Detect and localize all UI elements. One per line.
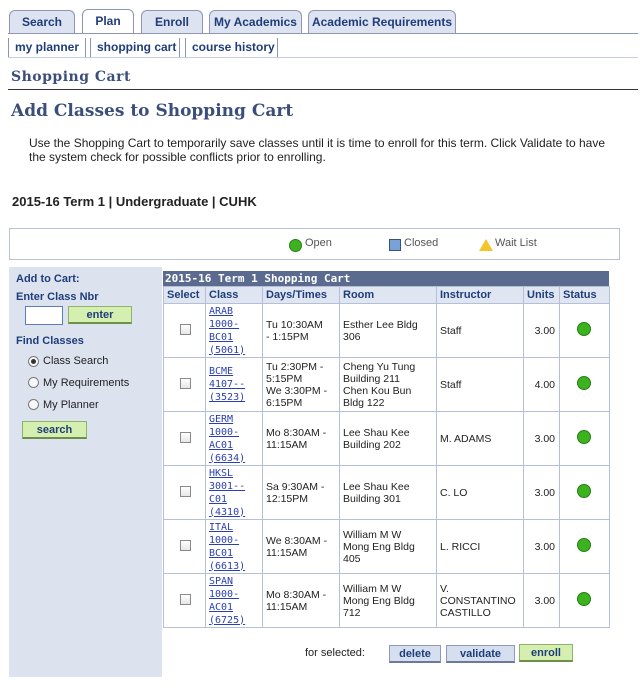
open-status-icon: [577, 376, 591, 390]
room-cell: Lee Shau Kee Building 202: [340, 412, 437, 466]
class-link[interactable]: SPAN 1000- AC01 (6725): [209, 575, 246, 626]
class-nbr-input[interactable]: [25, 306, 63, 325]
days-times-cell: Tu 10:30AM - 1:15PM: [263, 304, 340, 358]
table-row: [164, 412, 610, 466]
add-to-cart-heading: Add to Cart:: [16, 273, 80, 285]
open-status-icon: [577, 592, 591, 606]
class-link[interactable]: BCME 4107-- (3523): [209, 366, 246, 403]
column-header-select: Select: [164, 287, 206, 304]
enroll-button[interactable]: enroll: [519, 644, 573, 662]
select-checkbox[interactable]: [180, 594, 191, 605]
legend-open-label: Open: [305, 237, 332, 249]
my-planner-label: My Planner: [43, 399, 99, 411]
tab-divider: [8, 33, 638, 34]
class-link[interactable]: GERM 1000- AC01 (6634): [209, 413, 246, 464]
shopping-cart-table: [163, 271, 609, 628]
for-selected-label: for selected:: [305, 647, 365, 659]
title-divider: [8, 89, 638, 90]
legend-closed-label: Closed: [404, 237, 439, 249]
closed-status-icon: [389, 239, 401, 251]
days-times-cell: Sa 9:30AM - 12:15PM: [263, 466, 340, 520]
page-title: Shopping Cart: [11, 69, 131, 85]
select-checkbox[interactable]: [180, 324, 191, 335]
instructor-cell: M. ADAMS: [437, 412, 524, 466]
column-header-room: Room: [340, 287, 437, 304]
search-button[interactable]: search: [22, 421, 87, 439]
class-link[interactable]: ITAL 1000- BC01 (6613): [209, 521, 246, 572]
enter-button[interactable]: enter: [68, 306, 132, 324]
tab-my-academics[interactable]: My Academics: [209, 10, 302, 33]
days-times-cell: Mo 8:30AM - 11:15AM: [263, 574, 340, 628]
tab-search[interactable]: Search: [9, 10, 75, 33]
days-times-cell: Mo 8:30AM - 11:15AM: [263, 412, 340, 466]
units-cell: 3.00: [524, 574, 560, 628]
my-planner-radio[interactable]: [28, 399, 39, 410]
intro-text: Use the Shopping Cart to temporarily save classes until it is time to enroll for this term. Click Validate to have the system check for possible conflicts prior to enrolling.: [29, 136, 606, 164]
tab-plan[interactable]: Plan: [82, 9, 134, 34]
term-label: 2015-16 Term 1 | Undergraduate | CUHK: [12, 194, 257, 209]
column-header-status: Status: [560, 287, 610, 304]
room-cell: Cheng Yu Tung Building 211 Chen Kou Bun Bldg 122: [340, 358, 437, 412]
class-search-label: Class Search: [43, 355, 109, 367]
room-cell: William M W Mong Eng Bldg 712: [340, 574, 437, 628]
select-checkbox[interactable]: [180, 378, 191, 389]
open-status-icon: [577, 322, 591, 336]
table-row: [164, 466, 610, 520]
cart-title: 2015-16 Term 1 Shopping Cart: [163, 271, 609, 286]
status-legend: [9, 228, 620, 260]
open-status-icon: [289, 239, 302, 252]
my-requirements-label: My Requirements: [43, 377, 130, 389]
room-cell: Esther Lee Bldg 306: [340, 304, 437, 358]
instructor-cell: V. CONSTANTINO CASTILLO: [437, 574, 524, 628]
select-checkbox[interactable]: [180, 432, 191, 443]
table-row: [164, 304, 610, 358]
subtab-shopping-cart[interactable]: shopping cart: [90, 38, 180, 57]
instructor-cell: L. RICCI: [437, 520, 524, 574]
legend-wait-list-label: Wait List: [495, 237, 537, 249]
class-link[interactable]: ARAB 1000- BC01 (5061): [209, 305, 246, 356]
validate-button[interactable]: validate: [446, 645, 515, 663]
my-requirements-radio[interactable]: [28, 377, 39, 388]
column-header-class: Class: [206, 287, 263, 304]
instructor-cell: C. LO: [437, 466, 524, 520]
select-checkbox[interactable]: [180, 486, 191, 497]
instructor-cell: Staff: [437, 304, 524, 358]
select-checkbox[interactable]: [180, 540, 191, 551]
units-cell: 4.00: [524, 358, 560, 412]
subtab-course-history[interactable]: course history: [185, 38, 278, 57]
add-to-cart-panel: [9, 267, 162, 677]
open-status-icon: [577, 430, 591, 444]
tab-academic-requirements[interactable]: Academic Requirements: [308, 10, 456, 33]
class-link[interactable]: HKSL 3001-- C01 (4310): [209, 467, 246, 518]
table-header-row: [164, 287, 610, 304]
room-cell: William M W Mong Eng Bldg 405: [340, 520, 437, 574]
find-classes-label: Find Classes: [16, 335, 84, 347]
days-times-cell: Tu 2:30PM - 5:15PM We 3:30PM - 6:15PM: [263, 358, 340, 412]
table-row: [164, 520, 610, 574]
delete-button[interactable]: delete: [389, 645, 441, 663]
table-row: [164, 358, 610, 412]
units-cell: 3.00: [524, 304, 560, 358]
class-nbr-label: Enter Class Nbr: [16, 291, 99, 303]
class-search-radio[interactable]: [28, 356, 39, 367]
subtab-my-planner[interactable]: my planner: [8, 38, 86, 57]
tab-enroll[interactable]: Enroll: [141, 10, 203, 33]
instructor-cell: Staff: [437, 358, 524, 412]
column-header-units: Units: [524, 287, 560, 304]
days-times-cell: We 8:30AM - 11:15AM: [263, 520, 340, 574]
column-header-instructor: Instructor: [437, 287, 524, 304]
wait-list-icon: [479, 239, 493, 251]
room-cell: Lee Shau Kee Building 301: [340, 466, 437, 520]
column-header-days-times: Days/Times: [263, 287, 340, 304]
units-cell: 3.00: [524, 412, 560, 466]
table-row: [164, 574, 610, 628]
units-cell: 3.00: [524, 520, 560, 574]
section-title: Add Classes to Shopping Cart: [11, 101, 294, 121]
open-status-icon: [577, 484, 591, 498]
open-status-icon: [577, 538, 591, 552]
units-cell: 3.00: [524, 466, 560, 520]
